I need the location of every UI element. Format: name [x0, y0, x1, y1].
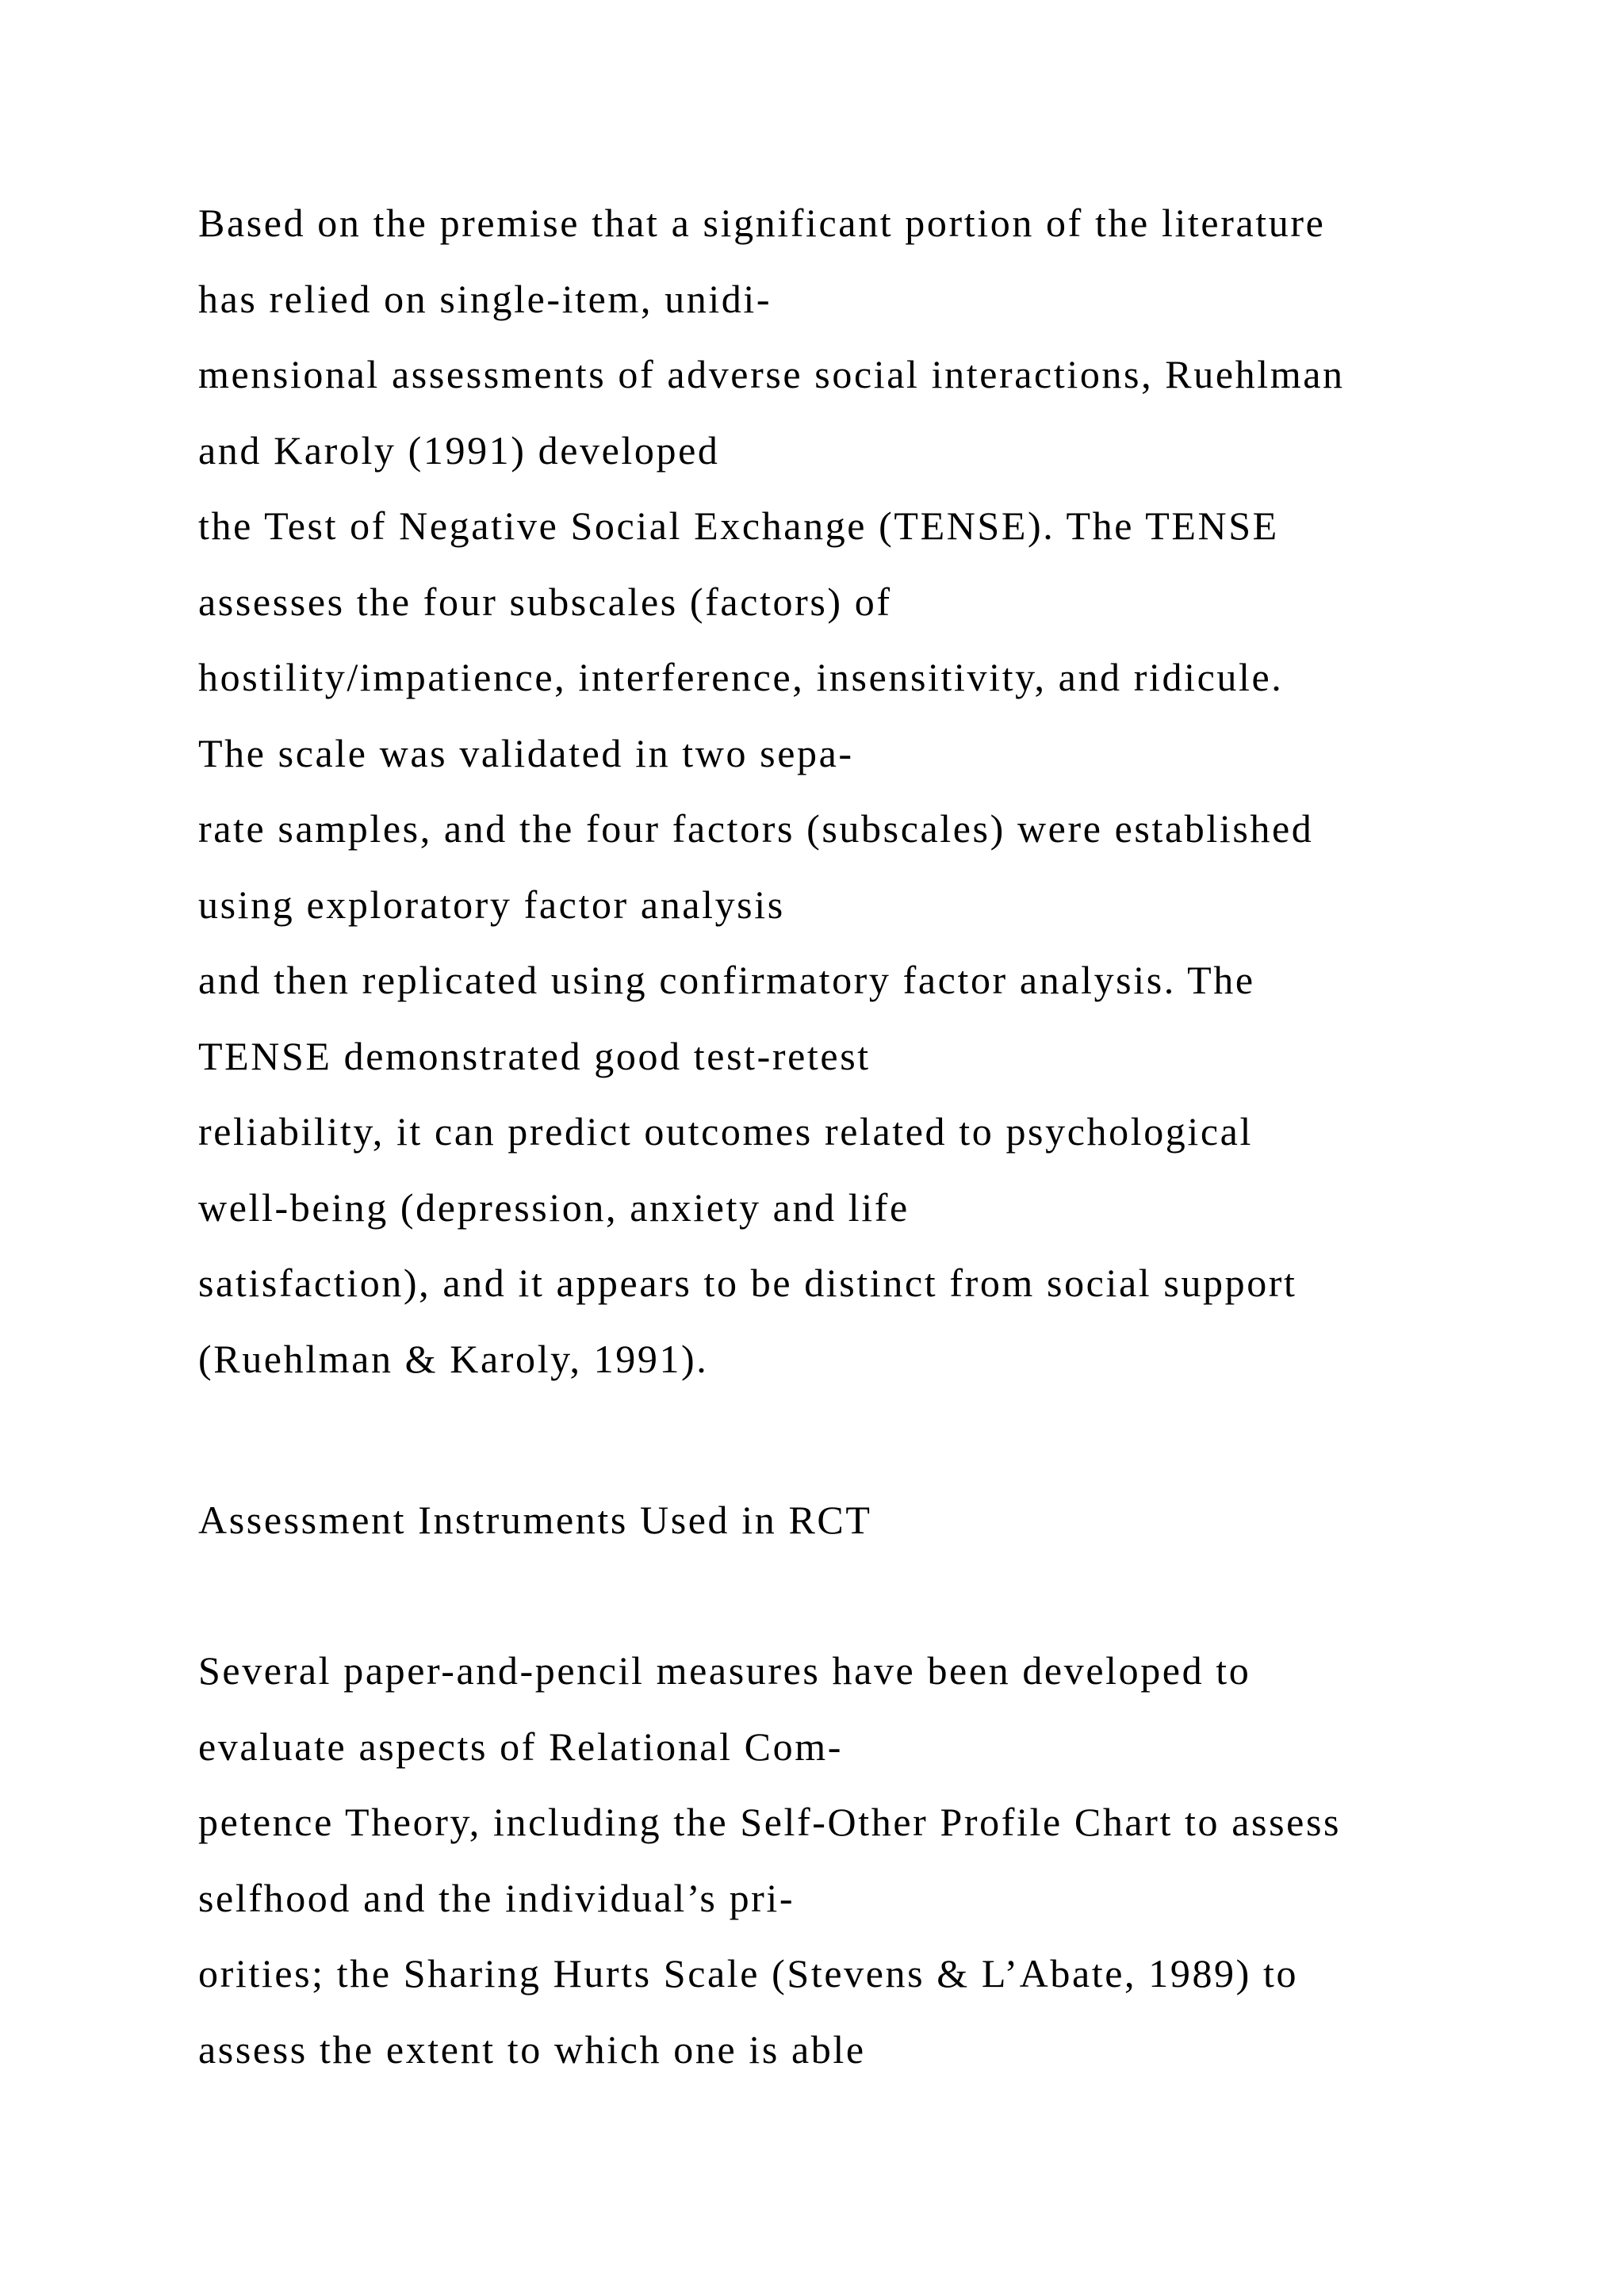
- text-line: orities; the Sharing Hurts Scale (Stevens & L’Abate, 1989) to: [198, 1951, 1299, 1996]
- text-line: TENSE demonstrated good test-retest: [198, 1033, 871, 1078]
- text-line: (Ruehlman & Karoly, 1991).: [198, 1336, 709, 1381]
- heading-text: Assessment Instruments Used in RCT: [198, 1498, 872, 1542]
- text-line: using exploratory factor analysis: [198, 882, 785, 927]
- text-line: assesses the four subscales (factors) of: [198, 579, 892, 624]
- text-line: Based on the premise that a significant portion of the literature: [198, 201, 1326, 245]
- text-line: rate samples, and the four factors (subscales) were established: [198, 806, 1314, 851]
- text-line: satisfaction), and it appears to be distinct from social support: [198, 1261, 1297, 1305]
- paragraph-tense: [198, 186, 1546, 1397]
- text-line: reliability, it can predict outcomes related to psychological: [198, 1109, 1253, 1154]
- text-line: petence Theory, including the Self-Other Profile Chart to assess: [198, 1800, 1342, 1844]
- text-line: mensional assessments of adverse social interactions, Ruehlman: [198, 352, 1345, 396]
- text-line: well-being (depression, anxiety and life: [198, 1184, 910, 1230]
- paragraph-rct-measures: [198, 1633, 1546, 2087]
- text-line: selfhood and the individual’s pri-: [198, 1875, 795, 1920]
- text-line: and Karoly (1991) developed: [198, 427, 720, 473]
- text-line: has relied on single-item, unidi-: [198, 276, 772, 321]
- text-line: The scale was validated in two sepa-: [198, 730, 854, 775]
- text-line: and then replicated using confirmatory factor analysis. The: [198, 958, 1255, 1002]
- text-line: assess the extent to which one is able: [198, 2026, 866, 2072]
- text-line: the Test of Negative Social Exchange (TENSE). The TENSE: [198, 503, 1279, 548]
- text-line: evaluate aspects of Relational Com-: [198, 1724, 843, 1769]
- text-line: hostility/impatience, interference, insensitivity, and ridicule.: [198, 655, 1284, 699]
- text-line: Several paper-and-pencil measures have been developed to: [198, 1648, 1251, 1693]
- section-heading: [198, 1483, 1546, 1559]
